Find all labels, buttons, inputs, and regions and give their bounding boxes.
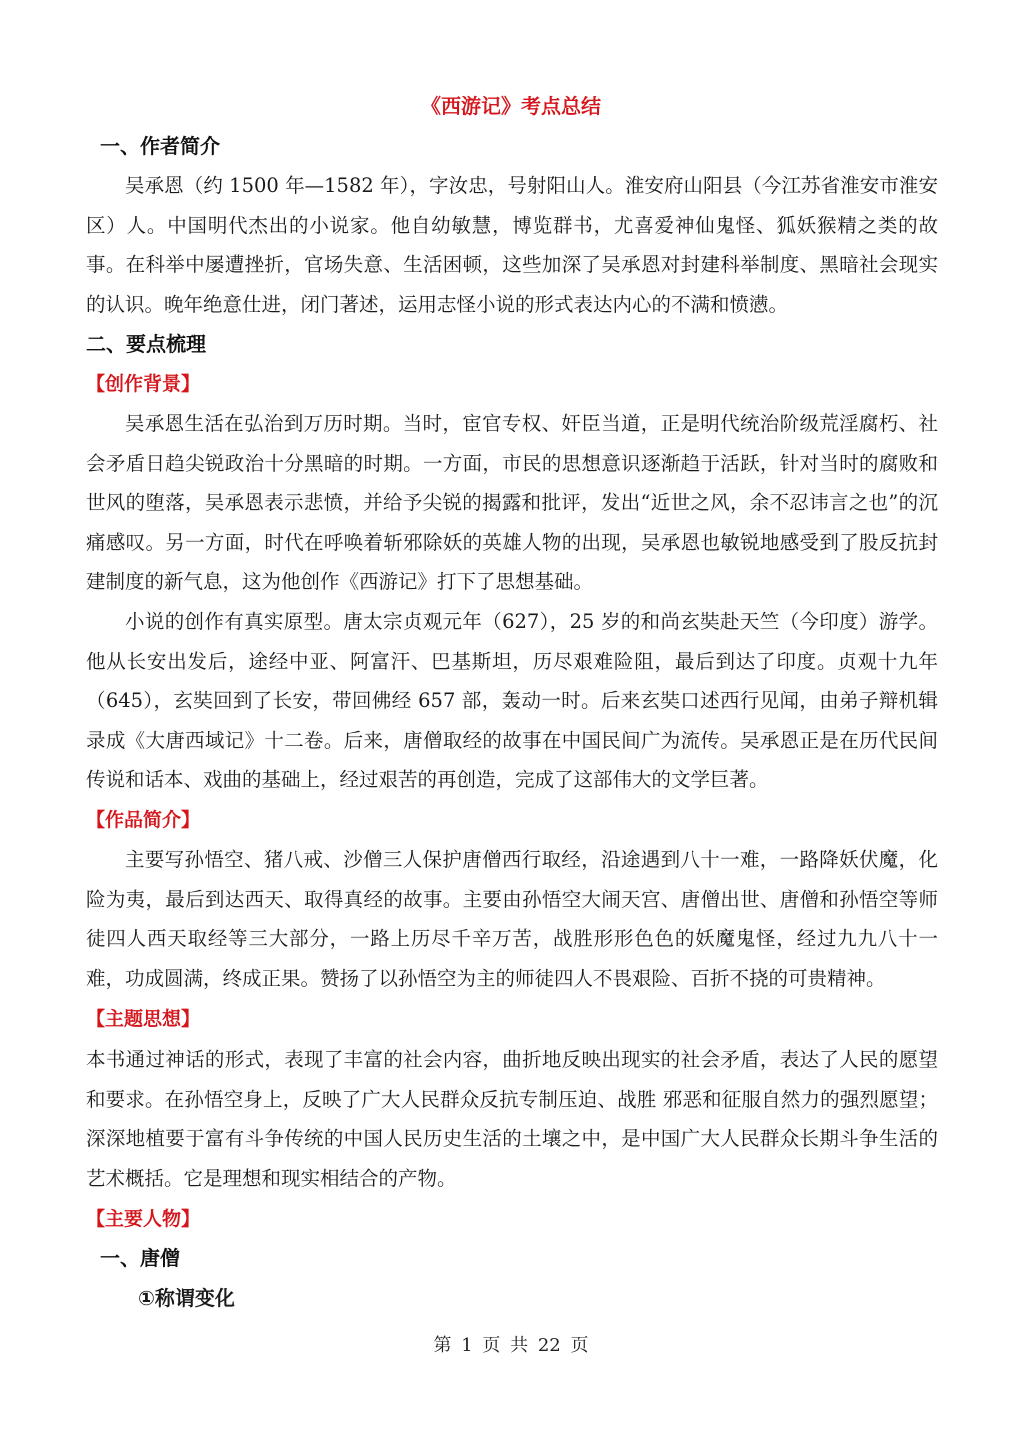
tag-main-characters: 【主要人物】 xyxy=(86,1208,201,1230)
tag-theme: 【主题思想】 xyxy=(86,1008,201,1030)
author-paragraph: 吴承恩（约 1500 年—1582 年），字汝忠，号射阳山人。淮安府山阳县（今江苏省淮安市淮安区）人。中国明代杰出的小说家。他自幼敏慧，博览群书，尤喜爱神仙鬼怪、狐妖猴精之类的故事。在科举中屡遭挫折，官场失意、生活困顿，这些加深了吴承恩对封建科举制度、黑暗社会现实的认识。晚年绝意仕进，闭门著述，运用志怪小说的形式表达内心的不满和愤懑。 xyxy=(86,174,938,316)
page-footer: 第 1 页 共 22 页 xyxy=(433,1335,589,1356)
tag-work-intro: 【作品简介】 xyxy=(86,809,201,831)
theme-paragraph: 本书通过神话的形式，表现了丰富的社会内容，曲折地反映出现实的社会矛盾，表达了人民的愿望和要求。在孙悟空身上，反映了广大人民群众反抗专制压迫、战胜 邪恶和征服自然力的强烈愿望；深深地植要于富有斗争传统的中国人民历史生活的土壤之中，是中国广大人民群众长期斗争生活的艺术概括。它是理想和现实相结合的产物。 xyxy=(86,1048,938,1190)
tag-creation-background: 【创作背景】 xyxy=(86,373,201,395)
section-heading-points: 二、要点梳理 xyxy=(86,332,206,356)
intro-paragraph: 主要写孙悟空、猪八戒、沙僧三人保护唐僧西行取经，沿途遇到八十一难，一路降妖伏魔，化险为夷，最后到达西天、取得真经的故事。主要由孙悟空大闹天宫、唐僧出世、唐僧和孙悟空等师徒四人西天取经等三大部分，一路上历尽千辛万苦，战胜形形色色的妖魔鬼怪，经过九九八十一难，功成圆满，终成正果。赞扬了以孙悟空为主的师徒四人不畏艰险、百折不挠的可贵精神。 xyxy=(86,848,938,990)
character-heading-tangseng: 一、唐僧 xyxy=(100,1246,180,1270)
document-title: 《西游记》考点总结 xyxy=(421,94,601,118)
background-paragraph-2: 小说的创作有真实原型。唐太宗贞观元年（627），25 岁的和尚玄奘赴天竺（今印度）游学。他从长安出发后，途经中亚、阿富汗、巴基斯坦，历尽艰难险阻，最后到达了印度。贞观十九年（645），玄奘回到了长安，带回佛经 657 部，轰动一时。后来玄奘口述西行见闻，由弟子辩机辑录成《大唐西域记》十二卷。后来，唐僧取经的故事在中国民间广为流传。吴承恩正是在历代民间传说和话本、戏曲的基础上，经过艰苦的再创造，完成了这部伟大的文学巨著。 xyxy=(86,610,938,791)
background-paragraph-1: 吴承恩生活在弘治到万历时期。当时，宦官专权、奸臣当道，正是明代统治阶级荒淫腐朽、社会矛盾日趋尖锐政治十分黑暗的时期。一方面，市民的思想意识逐渐趋于活跃，针对当时的腐败和世风的堕落，吴承恩表示悲愤，并给予尖锐的揭露和批评，发出“近世之风，余不忍讳言之也”的沉痛感叹。另一方面，时代在呼唤着斩邪除妖的英雄人物的出现，吴承恩也敏锐地感受到了股反抗封建制度的新气息，这为他创作《西游记》打下了思想基础。 xyxy=(86,412,938,593)
subheading-title-change: ①称谓变化 xyxy=(138,1286,235,1310)
section-heading-author: 一、作者简介 xyxy=(100,134,220,158)
